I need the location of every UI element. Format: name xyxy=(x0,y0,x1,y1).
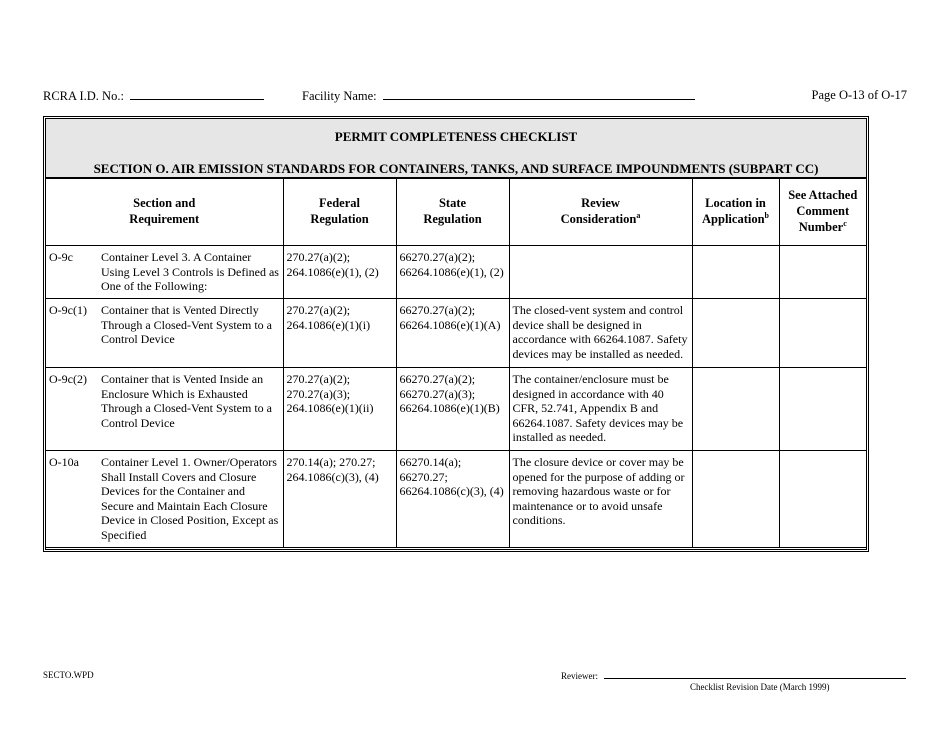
row-location-cell[interactable] xyxy=(692,299,779,368)
table-row xyxy=(46,451,866,548)
row-federal-regulation: 270.14(a); 270.27; 264.1086(c)(3), (4) xyxy=(283,451,396,548)
checklist-frame xyxy=(43,116,869,552)
col-location-label: Location in xyxy=(705,196,766,210)
row-id: O-9c(2) xyxy=(46,368,98,451)
row-federal-regulation: 270.27(a)(2); 264.1086(e)(1), (2) xyxy=(283,246,396,299)
col-comment-label-3: Number xyxy=(798,220,844,234)
revision-date: Checklist Revision Date (March 1999) xyxy=(690,682,830,692)
col-location-footnote: b xyxy=(764,210,769,220)
col-review-consideration xyxy=(509,177,692,246)
col-state-regulation xyxy=(396,177,509,246)
facility-name-blank xyxy=(383,88,695,100)
checklist-title: PERMIT COMPLETENESS CHECKLIST xyxy=(334,129,578,144)
row-requirement: Container that is Vented Directly Through a Closed-Vent System to a Control Device xyxy=(98,299,283,368)
col-federal-regulation xyxy=(283,177,396,246)
row-comment-cell[interactable] xyxy=(779,368,866,451)
rcra-id-label: RCRA I.D. No.: xyxy=(43,89,124,103)
col-federal-label: Federal xyxy=(319,196,360,210)
rcra-id-blank xyxy=(130,88,264,100)
title-band xyxy=(46,119,866,179)
col-comment-label: See Attached xyxy=(788,188,858,202)
reviewer-blank xyxy=(604,670,906,679)
col-comment-number xyxy=(779,177,866,246)
row-federal-regulation: 270.27(a)(2); 270.27(a)(3); 264.1086(e)(1)(ii) xyxy=(283,368,396,451)
facility-name-field xyxy=(302,88,695,104)
col-state-label-2: Regulation xyxy=(423,212,482,226)
row-comment-cell[interactable] xyxy=(779,451,866,548)
row-review-consideration: The container/enclosure must be designed in accordance with 40 CFR, 52.741, Appendix B and 66264.1087. Safety devices may be installed as needed. xyxy=(509,368,692,451)
col-state-label: State xyxy=(438,196,467,210)
row-requirement: Container Level 3. A Container Using Level 3 Controls is Defined as One of the Following: xyxy=(98,246,283,299)
col-location-label-2: Application xyxy=(702,212,765,226)
row-requirement: Container that is Vented Inside an Enclosure Which is Exhausted Through a Closed-Vent System to a Control Device xyxy=(98,368,283,451)
row-state-regulation: 66270.27(a)(2); 66270.27(a)(3); 66264.1086(e)(1)(B) xyxy=(396,368,509,451)
col-requirement-label: Requirement xyxy=(129,212,200,226)
row-review-consideration xyxy=(509,246,692,299)
checklist-table xyxy=(46,177,866,548)
row-location-cell[interactable] xyxy=(692,451,779,548)
row-state-regulation: 66270.27(a)(2); 66264.1086(e)(1), (2) xyxy=(396,246,509,299)
row-location-cell[interactable] xyxy=(692,368,779,451)
row-location-cell[interactable] xyxy=(692,246,779,299)
row-comment-cell[interactable] xyxy=(779,299,866,368)
file-name: SECTO.WPD xyxy=(43,670,94,680)
row-federal-regulation: 270.27(a)(2); 264.1086(e)(1)(i) xyxy=(283,299,396,368)
col-review-label: Review xyxy=(581,196,620,210)
row-review-consideration: The closure device or cover may be opened for the purpose of adding or removing hazardous waste or for maintenance or to avoid unsafe conditions. xyxy=(509,451,692,548)
facility-name-label: Facility Name: xyxy=(302,89,377,103)
row-state-regulation: 66270.14(a); 66270.27; 66264.1086(c)(3), (4) xyxy=(396,451,509,548)
row-state-regulation: 66270.27(a)(2); 66264.1086(e)(1)(A) xyxy=(396,299,509,368)
table-row xyxy=(46,368,866,451)
row-comment-cell[interactable] xyxy=(779,246,866,299)
row-requirement: Container Level 1. Owner/Operators Shall Install Covers and Closure Devices for the Container and Secure and Maintain Each Closure Device in Closed Position, Except as Specified xyxy=(98,451,283,548)
col-federal-label-2: Regulation xyxy=(310,212,369,226)
col-location-in-application xyxy=(692,177,779,246)
col-section-requirement xyxy=(46,177,283,246)
rcra-id-field xyxy=(43,88,264,104)
page-number: Page O-13 of O-17 xyxy=(811,88,907,102)
section-title: SECTION O. AIR EMISSION STANDARDS FOR CONTAINERS, TANKS, AND SURFACE IMPOUNDMENTS (SUBPART CC) xyxy=(93,161,819,176)
reviewer-field xyxy=(561,670,906,681)
row-id: O-9c(1) xyxy=(46,299,98,368)
table-row xyxy=(46,299,866,368)
col-comment-footnote: c xyxy=(843,218,847,228)
col-review-label-2: Consideration xyxy=(560,212,637,226)
row-id: O-10a xyxy=(46,451,98,548)
col-review-footnote: a xyxy=(636,210,641,220)
table-row xyxy=(46,246,866,299)
header-row xyxy=(46,177,866,246)
row-review-consideration: The closed-vent system and control device shall be designed in accordance with 66264.1087. Safety devices may be installed as needed. xyxy=(509,299,692,368)
col-section-label: Section and xyxy=(133,196,196,210)
col-comment-label-2: Comment xyxy=(796,204,850,218)
reviewer-label: Reviewer: xyxy=(561,671,598,681)
row-id: O-9c xyxy=(46,246,98,299)
